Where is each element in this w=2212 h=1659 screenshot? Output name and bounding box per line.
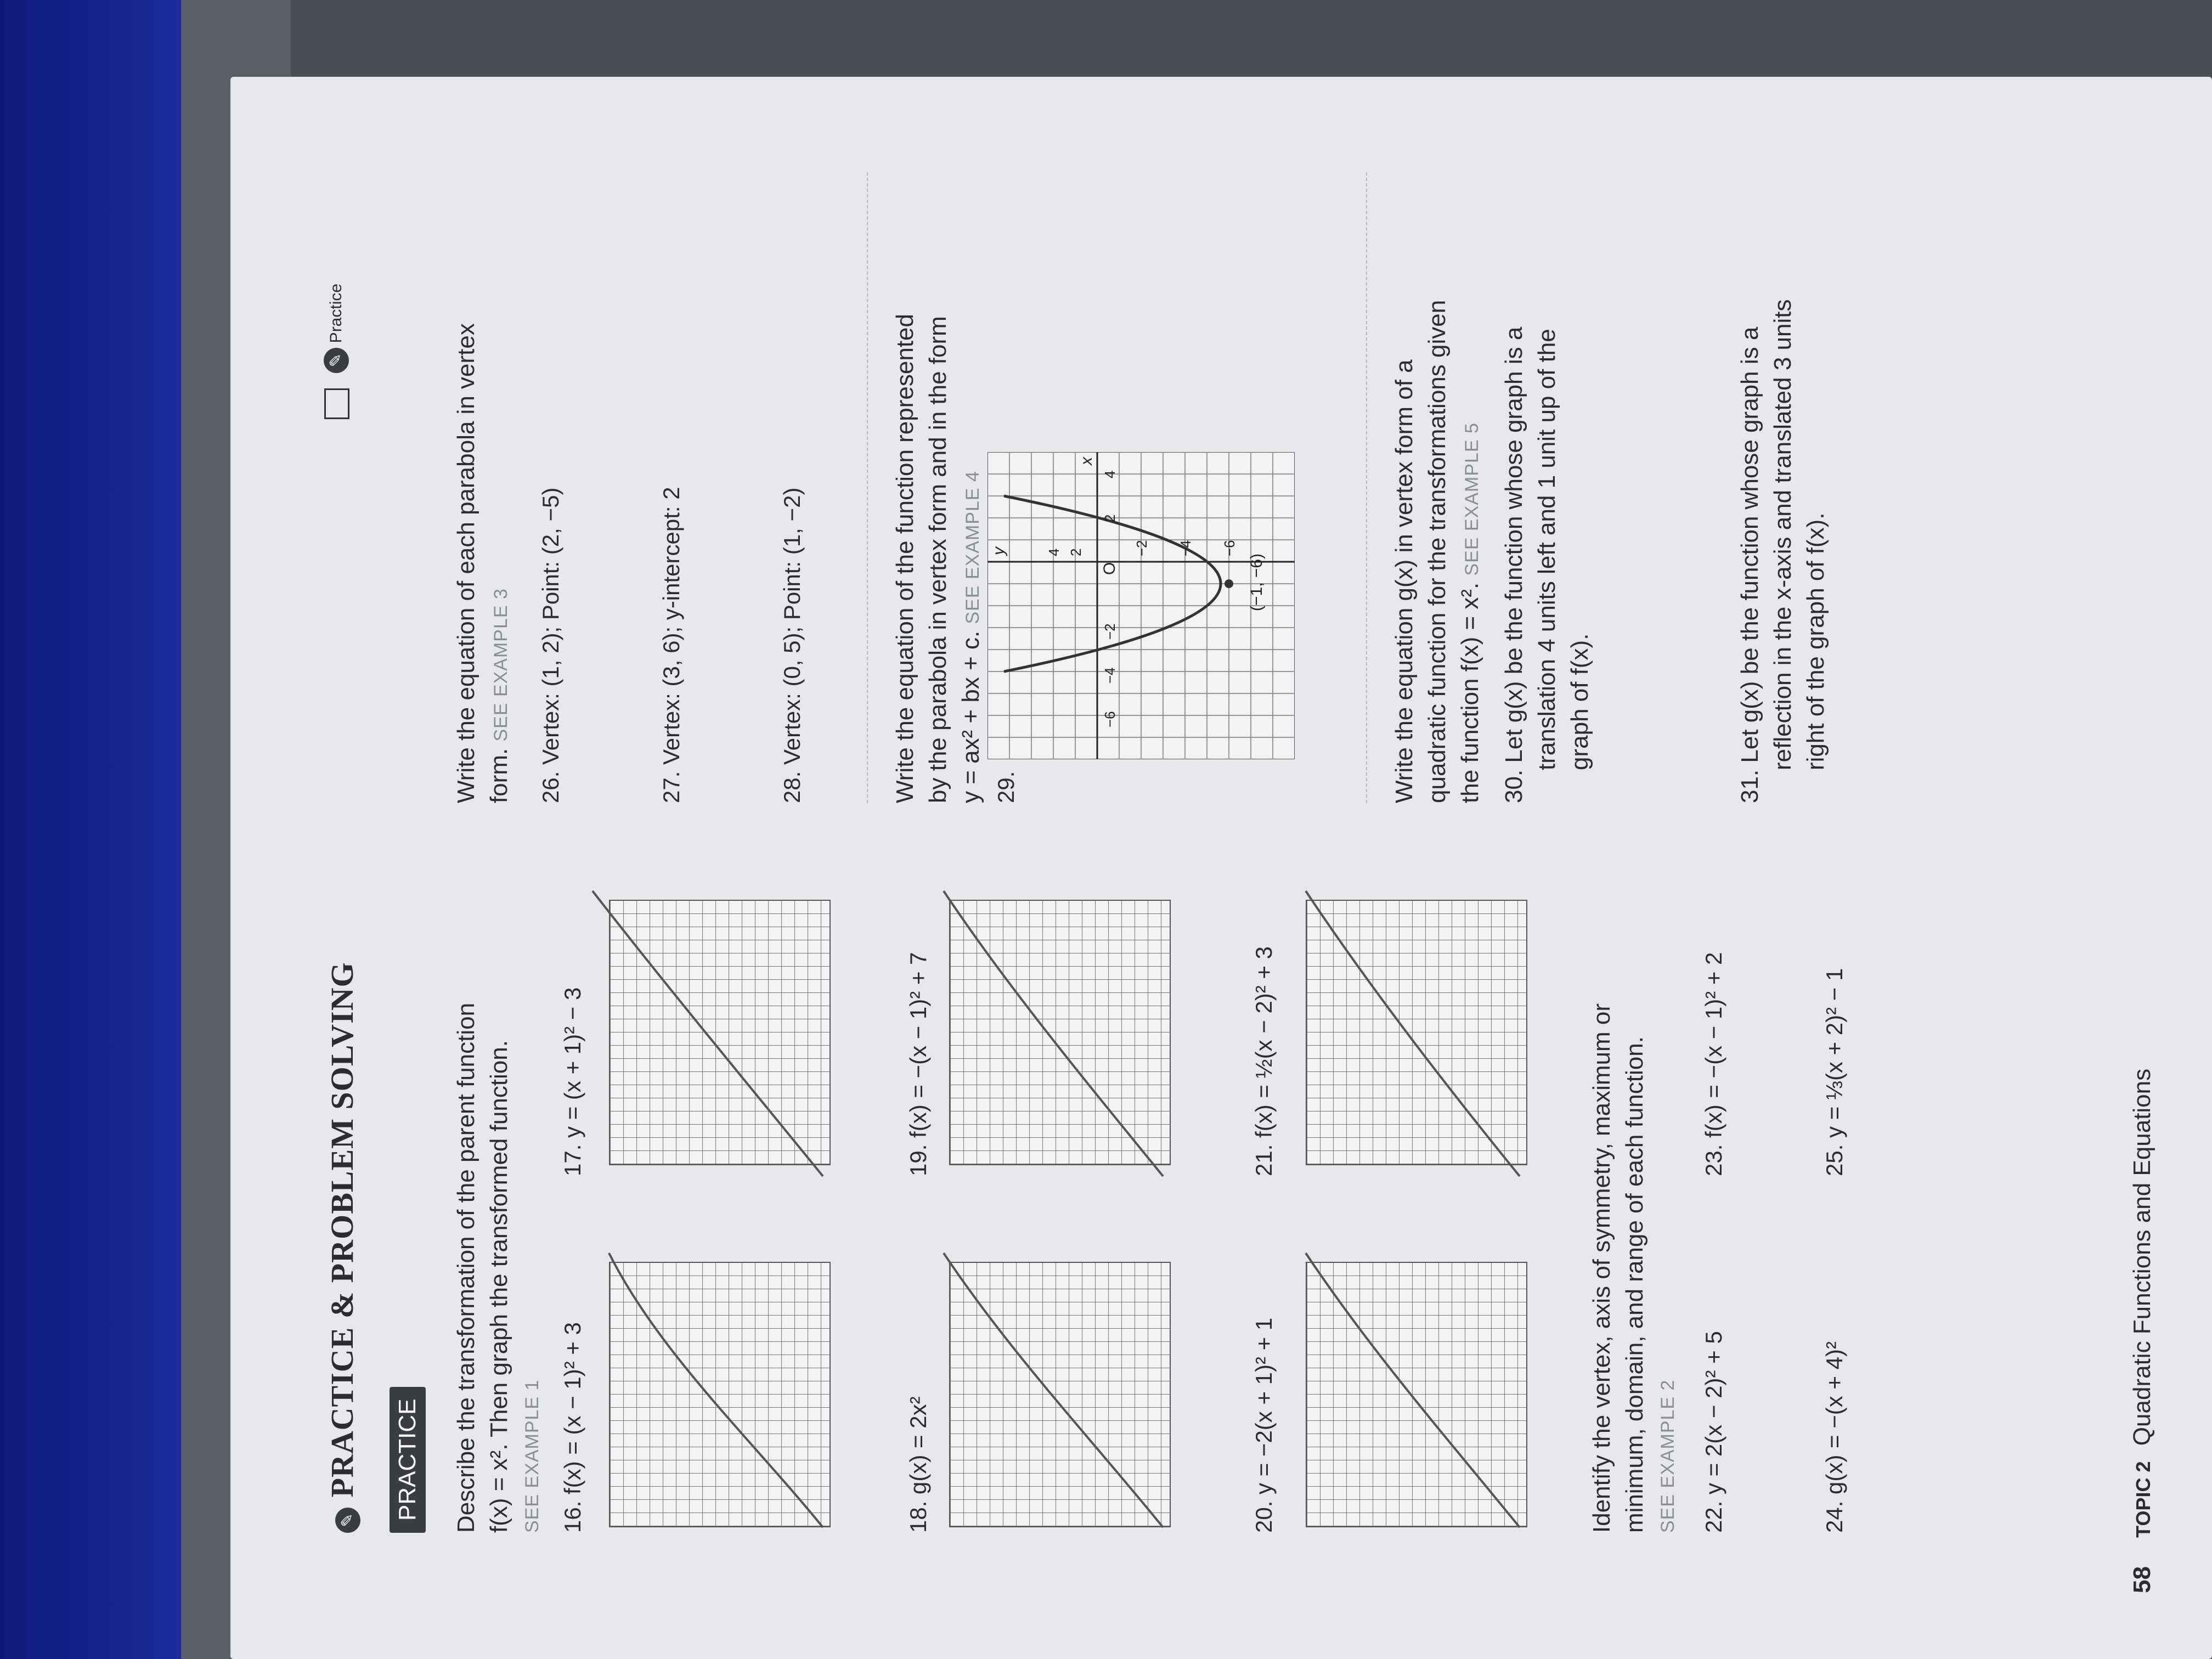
section5-instructions: Write the equation g(x) in vertex form of a quadratic function for the transformations given the function f(x) = x². SEE EXAMPLE 5 (1391, 300, 1483, 803)
see-example-1[interactable]: SEE EXAMPLE 1 (522, 1379, 543, 1533)
svg-text:x: x (1077, 457, 1096, 465)
section3-instructions: Write the equation of each parabola in vertex form. SEE EXAMPLE 3 (453, 323, 512, 803)
svg-text:−4: −4 (1177, 540, 1194, 556)
topic-label: TOPIC 2 (2132, 1461, 2154, 1538)
page-number: 58 (2129, 1566, 2155, 1593)
see-example-5[interactable]: SEE EXAMPLE 5 (1462, 422, 1482, 576)
problem-20: 20. y = −2(x + 1)² + 1 (1251, 1317, 1277, 1533)
worksheet-paper (230, 77, 2212, 1659)
problem-27: 27. Vertex: (3, 6); y-intercept: 2 (658, 487, 684, 803)
svg-text:2: 2 (1102, 514, 1118, 522)
section-divider-2 (1366, 172, 1367, 803)
see-example-4[interactable]: SEE EXAMPLE 4 (962, 471, 983, 624)
svg-text:2: 2 (1068, 548, 1084, 556)
practice-badge: PRACTICE (390, 1387, 426, 1533)
svg-text:y: y (990, 547, 1008, 555)
svg-text:−4: −4 (1102, 667, 1118, 684)
section2-instructions: Identify the vertex, axis of symmetry, maximum or minimum, domain, and range of each function. SEE EXAMPLE 2 (1585, 847, 1684, 1533)
practice-label[interactable]: Practice (327, 283, 345, 343)
problem-22: 22. y = 2(x − 2)² + 5 (1701, 1331, 1726, 1533)
topic-title: Quadratic Functions and Equations (2129, 1068, 2155, 1446)
pencil-icon: ✎ (335, 1508, 360, 1533)
section-divider (867, 172, 868, 803)
pencil-strokes (230, 77, 2212, 1659)
problem-23: 23. f(x) = −(x − 1)² + 2 (1701, 952, 1726, 1176)
parabola-graph-29 (988, 452, 1295, 759)
worksheet-page (230, 77, 2212, 1659)
problem-30: 30. Let g(x) be the function whose graph is a translation 4 units left and 1 unit up of the graph of f(x). (1500, 326, 1593, 803)
page-title: PRACTICE & PROBLEM SOLVING (324, 962, 360, 1498)
problem-16: 16. f(x) = (x − 1)² + 3 (560, 1322, 585, 1533)
problem-19: 19. f(x) = −(x − 1)² + 7 (905, 952, 931, 1176)
vertex-label: (−1, −6) (1248, 553, 1266, 611)
svg-text:−6: −6 (1102, 711, 1118, 727)
problem-18: 18. g(x) = 2x² (905, 1396, 931, 1533)
problem-21: 21. f(x) = ½(x − 2)² + 3 (1251, 946, 1277, 1176)
svg-text:4: 4 (1102, 470, 1118, 478)
problem-17: 17. y = (x + 1)² − 3 (560, 987, 585, 1176)
problem-25: 25. y = ⅓(x + 2)² − 1 (1821, 968, 1847, 1176)
problem-29: 29. (993, 771, 1019, 803)
problem-31: 31. Let g(x) be the function whose graph is a reflection in the x-axis and translated 3 units right of the graph of f(x). (1736, 299, 1829, 803)
svg-text:−6: −6 (1221, 540, 1238, 556)
svg-text:4: 4 (1046, 548, 1062, 556)
section4-instructions: Write the equation of the function represented by the parabola in vertex form and in the form y = ax² + bx + c. SEE EXAMPLE 4 (891, 314, 984, 803)
svg-text:O: O (1101, 562, 1119, 575)
vertex-point (1224, 579, 1233, 588)
practice-icon[interactable]: ✎ (324, 348, 349, 373)
see-example-3[interactable]: SEE EXAMPLE 3 (490, 588, 511, 742)
footer (2129, 1069, 2156, 1593)
svg-text:−2: −2 (1102, 623, 1118, 640)
problem-26: 26. Vertex: (1, 2); Point: (2, −5) (538, 487, 563, 803)
problem-28: 28. Vertex: (0, 5); Point: (1, −2) (779, 487, 805, 803)
svg-text:−2: −2 (1133, 540, 1150, 556)
see-example-2[interactable]: SEE EXAMPLE 2 (1657, 1379, 1678, 1533)
section1-instructions: Describe the transformation of the parent function f(x) = x². Then graph the transformed function. SEE EXAMPLE 1 (450, 874, 549, 1533)
problem-24: 24. g(x) = −(x + 4)² (1821, 1341, 1847, 1533)
